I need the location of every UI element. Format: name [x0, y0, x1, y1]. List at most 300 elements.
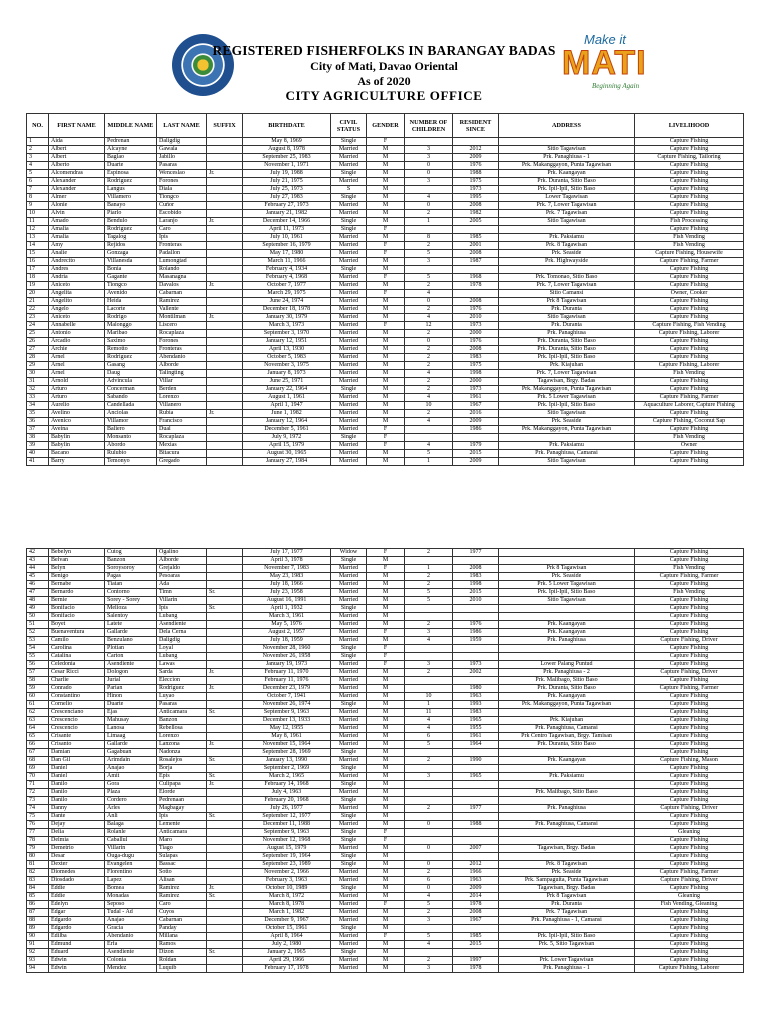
table-cell: Gasang [105, 362, 157, 370]
table-cell: Married [331, 250, 367, 258]
table-cell: 1988 [453, 170, 499, 178]
table-cell: Ramirez [157, 893, 207, 901]
table-cell: May 12, 1955 [243, 725, 331, 733]
table-cell: 2016 [453, 410, 499, 418]
table-row [27, 573, 744, 581]
table-cell [207, 725, 243, 733]
table-cell: Single [331, 813, 367, 821]
table-cell: Cesar Ricci [49, 669, 105, 677]
table-cell: Capture Fishing [635, 781, 744, 789]
table-cell [207, 789, 243, 797]
table-cell: Diomedes [49, 869, 105, 877]
table-row [27, 949, 744, 957]
table-cell: Delmia [49, 837, 105, 845]
table-cell: Baglao [105, 154, 157, 162]
table-cell: September 9, 1963 [243, 829, 331, 837]
table-cell: Married [331, 917, 367, 925]
table-cell: 2012 [453, 146, 499, 154]
table-cell: Gleaning [635, 893, 744, 901]
table-cell: F [367, 226, 405, 234]
table-cell: 1968 [453, 274, 499, 282]
table-cell: M [367, 338, 405, 346]
table-cell: Capture Fishing [635, 170, 744, 178]
table-row [27, 869, 744, 877]
table-cell: 24 [27, 322, 49, 330]
table-cell: September 9, 1963 [243, 709, 331, 717]
table-row [27, 258, 744, 266]
table-cell: Daniel [49, 765, 105, 773]
table-cell: M [367, 781, 405, 789]
table-cell: M [367, 621, 405, 629]
table-cell: S [331, 186, 367, 194]
table-cell: 90 [27, 933, 49, 941]
table-cell: Monsanto [105, 434, 157, 442]
table-cell: July 23, 1958 [243, 589, 331, 597]
table-row [27, 885, 744, 893]
table-cell: 1976 [453, 162, 499, 170]
table-cell: 2 [405, 378, 453, 386]
table-cell: 38 [27, 434, 49, 442]
table-cell: 37 [27, 426, 49, 434]
table-cell: Loyal [157, 645, 207, 653]
table-cell: Avenido [105, 290, 157, 298]
table-cell: Married [331, 941, 367, 949]
table-cell: M [367, 733, 405, 741]
table-cell: Rulubio [105, 450, 157, 458]
table-cell: 6 [405, 733, 453, 741]
table-cell: Fish Vending [635, 370, 744, 378]
table-cell: 82 [27, 869, 49, 877]
table-row [27, 653, 744, 661]
table-cell: Prk. Duranta, Sitio Baso [499, 338, 635, 346]
table-cell: Married [331, 581, 367, 589]
table-cell: 2002 [453, 669, 499, 677]
table-cell [207, 941, 243, 949]
table-cell: Married [331, 637, 367, 645]
table-cell: 0 [405, 202, 453, 210]
table-cell: Tagawisan, Brgy. Badas [499, 378, 635, 386]
table-cell: 4 [405, 394, 453, 402]
table-cell: M [367, 581, 405, 589]
table-cell: Capture Fishing, Farmer [635, 869, 744, 877]
table-cell: Dologon [105, 669, 157, 677]
table-cell: M [367, 170, 405, 178]
table-cell [207, 250, 243, 258]
table-cell: March 2, 1965 [243, 773, 331, 781]
table-cell: 18 [27, 274, 49, 282]
table-cell [499, 949, 635, 957]
table-cell: Prk. Panaghiusa [499, 330, 635, 338]
table-cell: M [367, 330, 405, 338]
column-header: LIVELIHOOD [635, 114, 744, 138]
table-cell: April 3, 1978 [243, 557, 331, 565]
table-cell: Sitio Tagawisan [499, 218, 635, 226]
table-cell [207, 677, 243, 685]
table-cell: Grejaldo [157, 565, 207, 573]
table-cell: September 2, 1969 [243, 765, 331, 773]
table-cell: Capture Fishing [635, 282, 744, 290]
table-cell: Capture Fishing [635, 725, 744, 733]
table-cell: Married [331, 685, 367, 693]
table-cell: 2 [405, 581, 453, 589]
table-cell: 1966 [453, 869, 499, 877]
table-cell: 13 [27, 234, 49, 242]
table-cell: M [367, 885, 405, 893]
table-cell: Fish Vending [635, 242, 744, 250]
table-cell: Single [331, 797, 367, 805]
table-cell: F [367, 426, 405, 434]
table-cell: Alexander [49, 178, 105, 186]
table-row [27, 757, 744, 765]
table-cell: 34 [27, 402, 49, 410]
table-cell: Mahusay [105, 717, 157, 725]
table-cell: Single [331, 885, 367, 893]
table-cell: Fish Vending [635, 589, 744, 597]
table-cell: Capture Fishing [635, 138, 744, 146]
table-cell: 22 [27, 306, 49, 314]
table-cell: Florentino [105, 869, 157, 877]
table-cell: Married [331, 909, 367, 917]
table-cell: July 19, 1988 [243, 170, 331, 178]
table-cell: Prk. 5 Lower Tagawisan [499, 394, 635, 402]
table-cell: Married [331, 330, 367, 338]
table-row [27, 853, 744, 861]
table-cell [207, 290, 243, 298]
table-cell: Capture Fishing, Fish Vending [635, 322, 744, 330]
table-cell: Capture Fishing [635, 557, 744, 565]
table-row [27, 194, 744, 202]
table-cell: F [367, 274, 405, 282]
table-cell: September 23, 1989 [243, 861, 331, 869]
table-cell: Married [331, 362, 367, 370]
table-cell: 53 [27, 637, 49, 645]
table-cell [207, 901, 243, 909]
table-cell: Prk. Duranta, Sitio Baso [499, 685, 635, 693]
table-cell: 66 [27, 741, 49, 749]
table-cell: Capture Fishing [635, 581, 744, 589]
table-cell: 44 [27, 565, 49, 573]
table-cell: Capture Fishing, Laborer [635, 965, 744, 973]
table-cell [207, 797, 243, 805]
table-cell: November 12, 1968 [243, 837, 331, 845]
table-cell [207, 162, 243, 170]
table-row [27, 677, 744, 685]
table-cell: Arnold [49, 378, 105, 386]
table-cell [453, 290, 499, 298]
table-cell: Fronteras [157, 346, 207, 354]
table-cell: Capture Fishing, Driver [635, 637, 744, 645]
table-cell [405, 605, 453, 613]
table-cell: Analie [49, 250, 105, 258]
table-cell: Jr. [207, 669, 243, 677]
table-cell: 1993 [453, 701, 499, 709]
table-cell: 69 [27, 765, 49, 773]
table-cell: Ramirez [157, 885, 207, 893]
table-cell: July 4, 1963 [243, 789, 331, 797]
table-cell: Daug [105, 370, 157, 378]
table-cell: Single [331, 853, 367, 861]
table-row [27, 797, 744, 805]
table-cell: Elorde [157, 789, 207, 797]
table-cell: Danilo [49, 797, 105, 805]
table-cell: April 1, 1947 [243, 402, 331, 410]
table-cell: Anajao [105, 765, 157, 773]
table-cell [453, 653, 499, 661]
table-cell: August 8, 1978 [243, 146, 331, 154]
table-cell: Married [331, 354, 367, 362]
table-cell [207, 298, 243, 306]
table-cell: 72 [27, 789, 49, 797]
table-cell: Capture Fishing, Driver [635, 805, 744, 813]
table-cell [207, 613, 243, 621]
table-cell: F [367, 565, 405, 573]
table-cell: June 25, 1971 [243, 378, 331, 386]
table-cell [499, 605, 635, 613]
table-cell: 2009 [453, 154, 499, 162]
table-cell: Married [331, 418, 367, 426]
table-cell: Capture Fishing [635, 925, 744, 933]
table-cell: December 9, 1967 [243, 917, 331, 925]
table-cell: Prk. Seaside [499, 418, 635, 426]
table-cell: Montilman [157, 314, 207, 322]
table-cell: Married [331, 597, 367, 605]
table-cell: Married [331, 741, 367, 749]
table-cell: 1955 [453, 725, 499, 733]
table-cell: 2 [405, 210, 453, 218]
table-cell: 3 [405, 258, 453, 266]
table-cell [207, 565, 243, 573]
table-row [27, 701, 744, 709]
table-cell: 4 [405, 893, 453, 901]
table-cell: 20 [27, 290, 49, 298]
table-cell: Capture Fishing, Housewife [635, 250, 744, 258]
table-cell: Crescencio [49, 725, 105, 733]
table-cell: 2000 [453, 378, 499, 386]
table-cell: 8 [27, 194, 49, 202]
table-cell: F [367, 250, 405, 258]
table-cell: May 23, 1983 [243, 573, 331, 581]
table-cell: M [367, 789, 405, 797]
table-cell: 94 [27, 965, 49, 973]
table-cell: Ipis [157, 605, 207, 613]
table-cell: Arturo [49, 386, 105, 394]
table-cell: January 12, 1964 [243, 418, 331, 426]
table-row [27, 725, 744, 733]
table-cell [207, 186, 243, 194]
table-cell: 87 [27, 909, 49, 917]
table-cell: 92 [27, 949, 49, 957]
table-row [27, 394, 744, 402]
table-cell: F [367, 829, 405, 837]
table-cell: July 18, 1959 [243, 637, 331, 645]
table-row [27, 146, 744, 154]
table-cell [405, 613, 453, 621]
table-cell: Pasaras [157, 701, 207, 709]
table-cell: Sorey - Sorey [105, 597, 157, 605]
table-cell: Single [331, 138, 367, 146]
document-date: As of 2020 [357, 74, 411, 88]
table-cell [405, 677, 453, 685]
table-cell [207, 330, 243, 338]
table-cell: Married [331, 162, 367, 170]
table-cell: Hinon [105, 693, 157, 701]
table-cell: Rocaplaza [157, 330, 207, 338]
table-cell: Married [331, 669, 367, 677]
table-row [27, 893, 744, 901]
table-cell: 77 [27, 829, 49, 837]
table-cell: Liscero [157, 322, 207, 330]
table-cell: June 1, 1982 [243, 410, 331, 418]
table-row [27, 645, 744, 653]
table-cell: Arnel [49, 370, 105, 378]
column-header: FIRST NAME [49, 114, 105, 138]
table-cell: December 18, 1978 [243, 306, 331, 314]
table-cell [207, 877, 243, 885]
logo-tagline: Beginning Again [592, 82, 640, 90]
table-cell [405, 949, 453, 957]
table-cell [499, 613, 635, 621]
table-cell: Capture Fishing [635, 274, 744, 282]
table-cell: Fish Vending [635, 434, 744, 442]
table-cell: 2009 [453, 418, 499, 426]
table-cell: Married [331, 258, 367, 266]
table-row [27, 434, 744, 442]
table-cell [207, 274, 243, 282]
table-cell: 32 [27, 386, 49, 394]
table-cell: February 4, 1934 [243, 266, 331, 274]
table-cell: November 26, 1958 [243, 653, 331, 661]
table-cell: Balaga [105, 821, 157, 829]
table-cell: Prk. Panaghiusa - 1 [499, 154, 635, 162]
table-cell [207, 661, 243, 669]
table-cell: 12 [405, 322, 453, 330]
table-cell: 5 [405, 741, 453, 749]
table-cell: Prk. Lower Tagawisan [499, 957, 635, 965]
table-cell: 1965 [453, 717, 499, 725]
table-cell: Prk. Ipil-Ipil, Sitio Baso [499, 186, 635, 194]
table-cell: September 12, 1977 [243, 813, 331, 821]
table-cell: Gregado [157, 458, 207, 466]
table-cell [499, 226, 635, 234]
table-cell: 1983 [453, 573, 499, 581]
table-cell: Prk. Highwayside [499, 258, 635, 266]
table-cell: Dante [49, 813, 105, 821]
table-row [27, 330, 744, 338]
table-cell: Almer [49, 194, 105, 202]
table-row [27, 837, 744, 845]
table-cell: Edelyn [49, 901, 105, 909]
table-cell: Aniceto [49, 282, 105, 290]
table-cell: Sr. [207, 757, 243, 765]
table-cell: 3 [405, 154, 453, 162]
table-cell [405, 266, 453, 274]
table-cell: Single [331, 837, 367, 845]
table-cell [453, 557, 499, 565]
table-cell: 88 [27, 917, 49, 925]
table-cell: 2012 [453, 861, 499, 869]
table-cell: October 10, 1989 [243, 885, 331, 893]
table-cell: Married [331, 773, 367, 781]
table-row [27, 202, 744, 210]
table-cell: 19 [27, 282, 49, 290]
table-cell [207, 138, 243, 146]
table-row [27, 661, 744, 669]
table-cell: June 24, 1974 [243, 298, 331, 306]
table-row [27, 709, 744, 717]
table-cell: Prk. Duranta [499, 322, 635, 330]
table-cell: 1977 [453, 549, 499, 557]
table-cell: Babylin [49, 434, 105, 442]
table-cell [207, 378, 243, 386]
table-cell: Tiongco [157, 194, 207, 202]
table-cell [207, 434, 243, 442]
table-cell: March 8, 1972 [243, 893, 331, 901]
table-cell: 2001 [453, 242, 499, 250]
table-cell: Rolanle [105, 829, 157, 837]
table-cell: M [367, 298, 405, 306]
table-cell [453, 645, 499, 653]
table-cell: M [367, 773, 405, 781]
table-cell: M [367, 821, 405, 829]
table-cell: 11 [405, 709, 453, 717]
table-cell [499, 549, 635, 557]
table-row [27, 685, 744, 693]
table-cell: 1977 [453, 805, 499, 813]
table-cell [453, 266, 499, 274]
table-cell: 2008 [453, 250, 499, 258]
table-cell: Married [331, 202, 367, 210]
table-cell: 1988 [453, 821, 499, 829]
table-cell: Capture Fishing, Laborer [635, 362, 744, 370]
table-cell: 56 [27, 661, 49, 669]
table-cell: 2008 [453, 298, 499, 306]
table-cell: Edwin [49, 957, 105, 965]
table-cell: 1986 [453, 426, 499, 434]
table-cell: July 9, 1972 [243, 434, 331, 442]
table-cell: Seposo [105, 901, 157, 909]
table-cell: Prk. Duranta [499, 306, 635, 314]
table-cell: 4 [405, 314, 453, 322]
table-cell: 1959 [453, 637, 499, 645]
table-cell: Lubang [157, 653, 207, 661]
table-cell: M [367, 597, 405, 605]
table-cell: 1986 [453, 629, 499, 637]
table-cell: August 16, 1991 [243, 597, 331, 605]
table-cell: 0 [405, 845, 453, 853]
table-cell: October 7, 1941 [243, 693, 331, 701]
table-cell: Capture Fishing, Farmer [635, 685, 744, 693]
table-cell: 76 [27, 821, 49, 829]
table-row [27, 565, 744, 573]
table-row [27, 781, 744, 789]
table-cell: 6 [405, 877, 453, 885]
table-row [27, 234, 744, 242]
table-cell: February 4, 1968 [243, 274, 331, 282]
table-row [27, 354, 744, 362]
table-cell [453, 853, 499, 861]
table-cell: M [367, 869, 405, 877]
table-cell: 50 [27, 613, 49, 621]
table-cell: 1997 [453, 957, 499, 965]
table-cell: Capture Fishing [635, 693, 744, 701]
table-cell: Single [331, 226, 367, 234]
table-cell: Sitio Tagawisan [499, 146, 635, 154]
table-cell: F [367, 901, 405, 909]
table-cell: Edwin [49, 965, 105, 973]
table-cell: F [367, 549, 405, 557]
table-cell: Single [331, 194, 367, 202]
table-cell: Aurelio [49, 402, 105, 410]
